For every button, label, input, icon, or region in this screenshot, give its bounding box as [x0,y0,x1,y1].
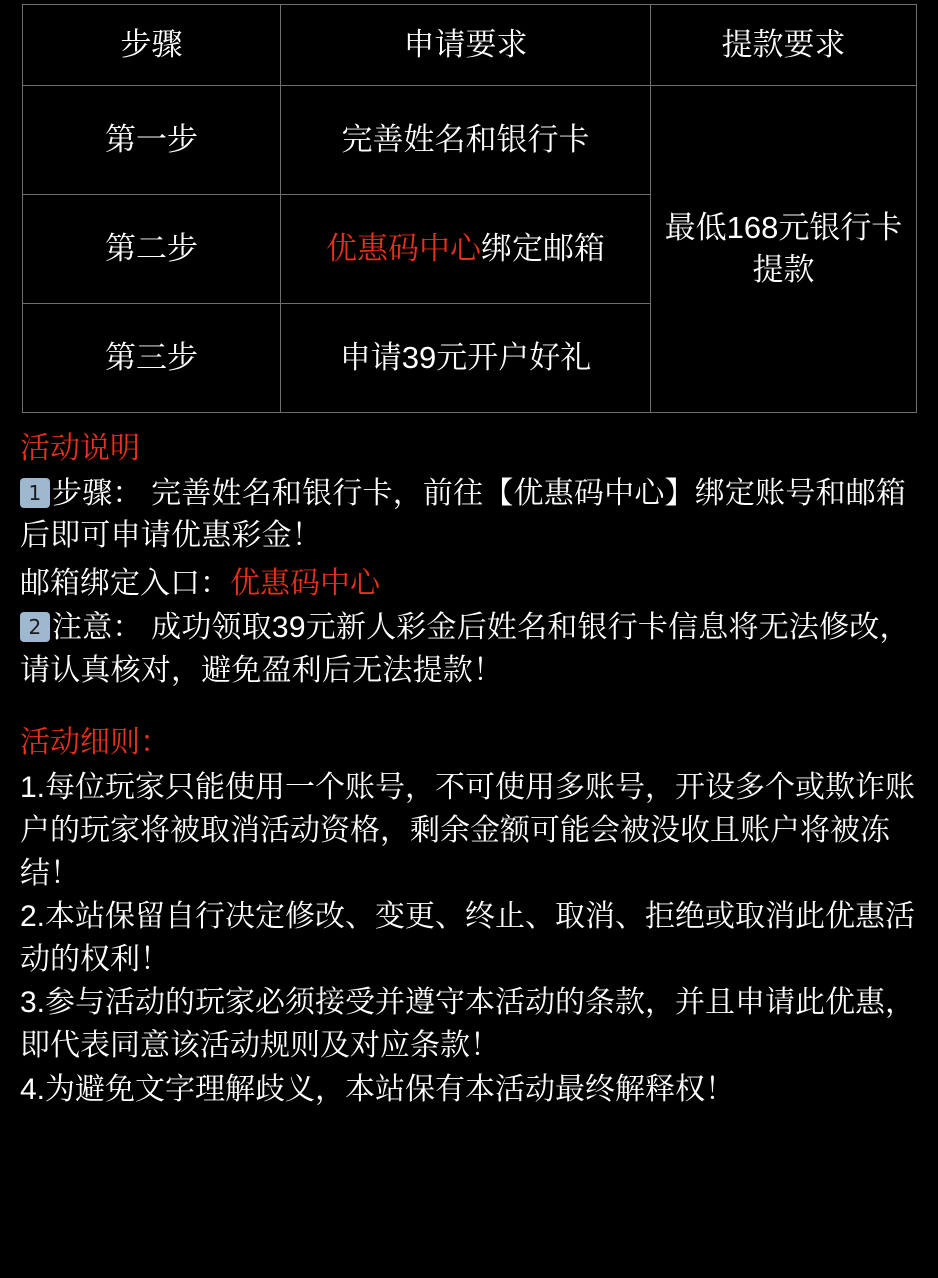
steps-table-wrapper [0,0,938,413]
activity-notice-paragraph [20,607,918,692]
activity-step-paragraph [20,473,918,558]
activity-step-text: 步骤： 完善姓名和银行卡，前往【优惠码中心】绑定账号和邮箱后即可申请优惠彩金！ [20,476,907,553]
promo-content [0,413,938,1132]
step-label-1: 第一步 [23,86,281,195]
rules-title: 活动细则： [20,726,170,760]
activity-description-title: 活动说明 [20,432,140,465]
table-header-row [23,5,917,86]
rule-item: 4.为避免文字理解歧义，本站保有本活动最终解释权！ [20,1072,736,1106]
step-label-3: 第三步 [23,304,281,413]
header-withdraw: 提款要求 [651,5,917,86]
section-spacer [20,694,918,720]
email-binding-entry [20,562,918,606]
header-step: 步骤 [23,5,281,86]
rule-item: 1.每位玩家只能使用一个账号，不可使用多账号，开设多个或欺诈账户的玩家将被取消活动资格，剩余金额可能会被没收且账户将被冻结！ [20,771,916,890]
promo-code-center-link[interactable]: 优惠码中心 [230,566,380,600]
badge-one: 1 [20,478,50,508]
activity-notice-text: 注意： 成功领取39元新人彩金后姓名和银行卡信息将无法修改，请认真核对，避免盈利后无法提款！ [20,611,910,687]
withdraw-requirement: 最低168元银行卡提款 [651,86,917,413]
step-requirement-2 [281,195,651,304]
rule-item: 2.本站保留自行决定修改、变更、终止、取消、拒绝或取消此优惠活动的权利！ [20,900,916,976]
step-label-2: 第二步 [23,195,281,304]
step-requirement-1: 完善姓名和银行卡 [281,86,651,195]
steps-table [22,4,917,413]
step-requirement-3: 申请39元开户好礼 [281,304,651,413]
email-binding-label: 邮箱绑定入口： [20,566,230,600]
step-requirement-2-suffix: 绑定邮箱 [481,231,605,267]
table-row [23,86,917,195]
promo-code-center-highlight: 优惠码中心 [326,231,481,267]
rule-item: 3.参与活动的玩家必须接受并遵守本活动的条款，并且申请此优惠，即代表同意该活动规则及对应条款！ [20,986,916,1062]
badge-two: 2 [20,612,50,642]
header-requirement: 申请要求 [281,5,651,86]
